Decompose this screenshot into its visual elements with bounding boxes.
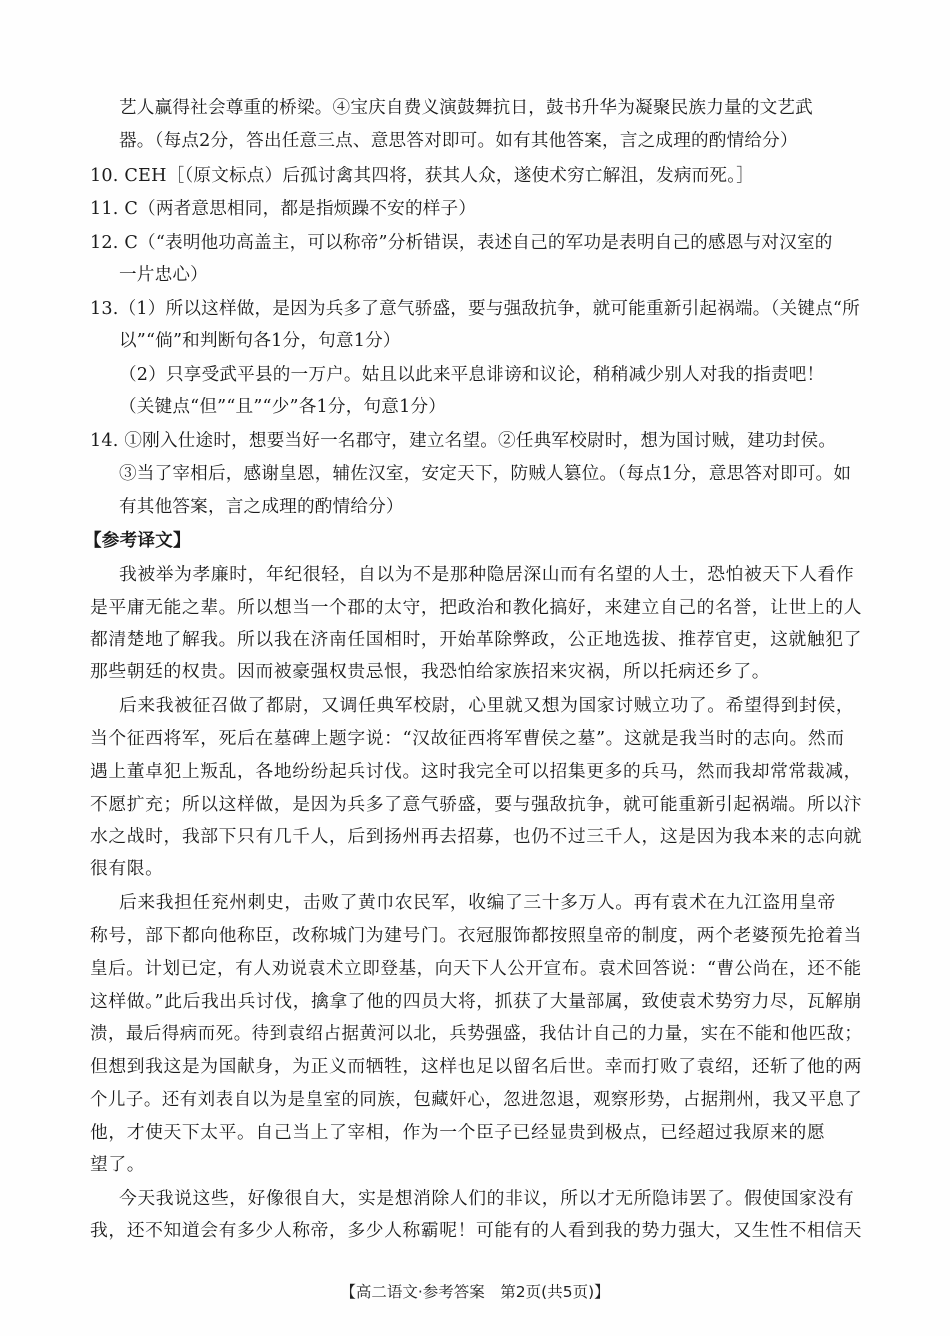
answer-10: 10. CEH［（原文标点）后孤讨禽其四将，获其人众，遂使术穷亡解沮，发病而死。］: [90, 166, 755, 186]
translation-line: 他，才使天下太平。自己当上了宰相，作为一个臣子已经显贵到极点，已经超过我原来的愿: [90, 1122, 826, 1143]
translation-line: 称号，部下都向他称臣，改称城门为建号门。衣冠服饰都按照皇帝的制度，两个老婆预先抢着当: [90, 925, 863, 946]
translation-line: 都清楚地了解我。所以我在济南任国相时，开始革除弊政，公正地选拔、推荐官吏，这就触犯了: [90, 629, 863, 650]
translation-line: 是平庸无能之辈。所以想当一个郡的太守，把政治和教化搞好，来建立自己的名誉，让世上的人: [90, 597, 863, 618]
page-footer: 【高二语文·参考答案 第2页(共5页)】: [340, 1283, 610, 1301]
translation-line: 今天我说这些，好像很自大，实是想消除人们的非议，所以才无所隐讳罢了。假使国家没有: [119, 1188, 855, 1209]
answer-12: 12. C（“表明他功高盖主，可以称帝”分析错误，表述自己的军功是表明自己的感恩与对汉室的: [90, 233, 833, 253]
translation-line: 溃，最后得病而死。待到袁绍占据黄河以北，兵势强盛，我估计自己的力量，实在不能和他匹敌；: [90, 1023, 863, 1044]
answer-line: （关键点“但”“且”“少”各1分，句意1分）: [119, 397, 447, 417]
translation-line: 那些朝廷的权贵。因而被豪强权贵忌恨，我恐怕给家族招来灾祸，所以托病还乡了。: [90, 661, 771, 682]
answer-line: 有其他答案，言之成理的酌情给分）: [119, 497, 404, 517]
translation-line: 但想到我这是为国献身，为正义而牺牲，这样也足以留名后世。幸而打败了袁绍，还斩了他的两: [90, 1056, 863, 1077]
translation-line: 这样做。”此后我出兵讨伐，擒拿了他的四员大将，抓获了大量部属，致使袁术势穷力尽，瓦解崩: [90, 991, 862, 1012]
translation-line: 不愿扩充；所以这样做，是因为兵多了意气骄盛，要与强敌抗争，就可能重新引起祸端。所以汴: [90, 794, 863, 815]
answer-13-2: （2）只享受武平县的一万户。姑且以此来平息诽谤和议论，稍稍减少别人对我的指责吧！: [119, 365, 825, 385]
translation-line: 我被举为孝廉时，年纪很轻，自以为不是那种隐居深山而有名望的人士，恐怕被天下人看作: [119, 564, 855, 585]
translation-line: 我，还不知道会有多少人称帝，多少人称霸呢！可能有的人看到我的势力强大，又生性不相信天: [90, 1220, 863, 1241]
translation-line: 望了。: [90, 1154, 146, 1175]
answer-line: 一片忠心）: [119, 265, 208, 285]
translation-line: 后来我担任兖州刺史，击败了黄巾农民军，收编了三十多万人。再有袁术在九江盗用皇帝: [119, 892, 836, 913]
translation-line: 当个征西将军，死后在墓碑上题字说：“汉故征西将军曹侯之墓”。这就是我当时的志向。然而: [90, 728, 845, 749]
translation-line: 皇后。计划已定，有人劝说袁术立即登基，向天下人公开宣布。袁术回答说：“曹公尚在，还不能: [90, 958, 862, 979]
answer-line: 艺人赢得社会尊重的桥梁。④宝庆自费义演鼓舞抗日，鼓书升华为凝聚民族力量的文艺武: [119, 98, 813, 118]
answer-line: 以”“倘”和判断句各1分，句意1分）: [119, 331, 401, 351]
translation-line: 个儿子。还有刘表自以为是皇室的同族，包藏奸心，忽进忽退，观察形势，占据荆州，我又平息了: [90, 1089, 863, 1110]
answer-11: 11. C（两者意思相同，都是指烦躁不安的样子）: [90, 199, 477, 219]
translation-line: 后来我被征召做了都尉，又调任典军校尉，心里就又想为国家讨贼立功了。希望得到封侯，: [119, 695, 855, 716]
translation-heading: 【参考译文】: [84, 531, 191, 551]
answer-14: 14. ①刚入仕途时，想要当好一名郡守，建立名望。②任典军校尉时，想为国讨贼，建功封侯。: [90, 431, 837, 451]
translation-line: 遇上董卓犯上叛乱，各地纷纷起兵讨伐。这时我完全可以招集更多的兵马，然而我却常常裁减，: [90, 761, 863, 782]
translation-line: 水之战时，我部下只有几千人，后到扬州再去招募，也仍不过三千人，这是因为我本来的志向就: [90, 826, 863, 847]
answer-13-1: 13.（1）所以这样做，是因为兵多了意气骄盛，要与强敌抗争，就可能重新引起祸端。（关键点“所: [90, 299, 860, 319]
answer-line: 器。（每点2分，答出任意三点、意思答对即可。如有其他答案，言之成理的酌情给分）: [119, 131, 798, 151]
translation-line: 很有限。: [90, 858, 164, 879]
answer-line: ③当了宰相后，感谢皇恩，辅佐汉室，安定天下，防贼人篡位。（每点1分，意思答对即可。如: [119, 464, 852, 484]
